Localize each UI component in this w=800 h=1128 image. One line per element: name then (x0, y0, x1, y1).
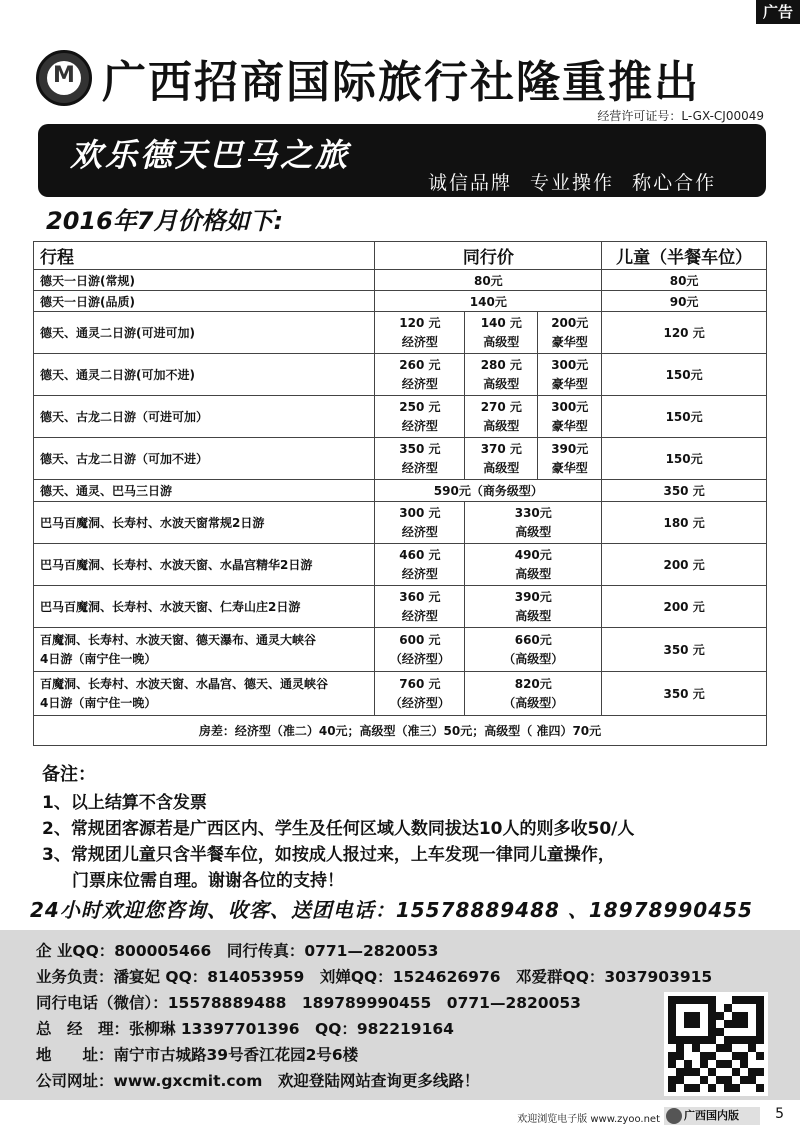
child-price-cell: 80元 (602, 270, 767, 291)
table-row (34, 354, 767, 396)
table-row (34, 312, 767, 354)
child-price-cell: 200 元 (602, 544, 767, 586)
price-cell: 300元 豪华型 (538, 396, 602, 438)
price-table (33, 241, 767, 746)
price-cell: 360 元 经济型 (375, 586, 465, 628)
room-surcharge-note: 房差：经济型（准二）40元；高级型（准三）50元；高级型（ 准四）70元 (34, 716, 767, 746)
price-cell: 760 元 （经济型） (375, 672, 465, 716)
child-price-cell: 90元 (602, 291, 767, 312)
price-cell: 370 元 高级型 (465, 438, 538, 480)
route-header: 行程 (34, 242, 375, 270)
child-price-cell: 150元 (602, 396, 767, 438)
route-cell: 巴马百魔洞、长寿村、水波天窗、仁寿山庄2日游 (34, 586, 375, 628)
bottom-bar (0, 1104, 800, 1128)
route-cell: 百魔洞、长寿村、水波天窗、水晶宫、德天、通灵峡谷 4日游（南宁住一晚） (34, 672, 375, 716)
notes (42, 762, 634, 894)
page-title: 广西招商国际旅行社隆重推出 (102, 57, 700, 108)
child-price-cell: 350 元 (602, 628, 767, 672)
route-cell: 巴马百魔洞、长寿村、水波天窗、水晶宫精华2日游 (34, 544, 375, 586)
price-cell: 490元 高级型 (465, 544, 602, 586)
note-item: 3、常规团儿童只含半餐车位，如按成人报过来，上车发现一律同儿童操作， (42, 845, 615, 865)
route-cell: 德天、通灵二日游(可加不进) (34, 354, 375, 396)
banner (38, 124, 766, 197)
table-footer-row (34, 716, 767, 746)
banner-slogan: 诚信品牌 专业操作 称心合作 (428, 172, 717, 194)
header (30, 44, 775, 106)
price-heading: 2016年7月价格如下: (46, 207, 284, 235)
table-row (34, 672, 767, 716)
edition-badge (664, 1107, 760, 1125)
price-cell: 280 元 高级型 (465, 354, 538, 396)
route-cell: 巴马百魔洞、长寿村、水波天窗常规2日游 (34, 502, 375, 544)
child-price-cell: 150元 (602, 438, 767, 480)
route-cell: 百魔洞、长寿村、水波天窗、德天瀑布、通灵大峡谷 4日游（南宁住一晚） (34, 628, 375, 672)
route-cell: 德天、通灵、巴马三日游 (34, 480, 375, 502)
table-row (34, 396, 767, 438)
badge-icon (666, 1108, 682, 1124)
price-cell: 330元 高级型 (465, 502, 602, 544)
table-row (34, 480, 767, 502)
price-cell: 250 元 经济型 (375, 396, 465, 438)
qr-code-icon (664, 992, 768, 1096)
contact-line: 总 经 理：张柳琳 13397701396 QQ：982219164 (36, 1020, 454, 1038)
child-price-cell: 150元 (602, 354, 767, 396)
child-price-cell: 180 元 (602, 502, 767, 544)
price-cell: 260 元 经济型 (375, 354, 465, 396)
price-cell: 200元 豪华型 (538, 312, 602, 354)
contact-line: 企 业QQ：800005466 同行传真：0771—2820053 (36, 942, 439, 960)
child-price-cell: 350 元 (602, 480, 767, 502)
note-item: 门票床位需自理。谢谢各位的支持！ (72, 871, 344, 891)
table-header-row (34, 242, 767, 270)
route-cell: 德天一日游(常规) (34, 270, 375, 291)
child-price-cell: 120 元 (602, 312, 767, 354)
contact-line: 同行电话（微信）：15578889488 189789990455 0771—2820053 (36, 994, 581, 1012)
price-cell: 460 元 经济型 (375, 544, 465, 586)
child-price-cell: 350 元 (602, 672, 767, 716)
price-cell: 820元 （高级型） (465, 672, 602, 716)
price-cell: 140元 (375, 291, 602, 312)
table-row (34, 438, 767, 480)
route-cell: 德天一日游(品质) (34, 291, 375, 312)
note-item: 1、以上结算不含发票 (42, 793, 207, 813)
table-row (34, 502, 767, 544)
route-cell: 德天、通灵二日游(可进可加) (34, 312, 375, 354)
logo-letter: M (53, 63, 75, 88)
price-cell: 390元 高级型 (465, 586, 602, 628)
route-cell: 德天、古龙二日游（可加不进） (34, 438, 375, 480)
contact-line: 业务负责：潘宴妃 QQ：814053959 刘婵QQ：1524626976 邓爱群QQ：3037903915 (36, 968, 713, 986)
table-row (34, 291, 767, 312)
banner-title: 欢乐德天巴马之旅 (70, 136, 351, 174)
contact-section (0, 930, 800, 1100)
website-link[interactable]: 公司网址：www.gxcmit.com 欢迎登陆网站查询更多线路！ (36, 1072, 480, 1090)
price-cell: 270 元 高级型 (465, 396, 538, 438)
price-cell: 660元 （高级型） (465, 628, 602, 672)
hotline: 24小时欢迎您咨询、收客、送团电话：15578889488 、18978990455 (30, 898, 753, 922)
price-cell: 300元 豪华型 (538, 354, 602, 396)
price-cell: 120 元 经济型 (375, 312, 465, 354)
table-row (34, 628, 767, 672)
edition-label: 广西国内版 (684, 1109, 739, 1122)
company-logo (36, 50, 92, 106)
price-cell: 300 元 经济型 (375, 502, 465, 544)
note-item: 2、常规团客源若是广西区内、学生及任何区域人数同拔达10人的则多收50/人 (42, 819, 635, 839)
peer-price-header: 同行价 (375, 242, 602, 270)
website-note: 欢迎浏览电子版 www.zyoo.net (517, 1114, 660, 1125)
child-price-header: 儿童（半餐车位） (602, 242, 767, 270)
table-row (34, 544, 767, 586)
ad-tag: 广告 (756, 0, 800, 24)
price-cell: 590元（商务级型） (375, 480, 602, 502)
page-number: 5 (775, 1106, 784, 1122)
price-cell: 600 元 （经济型） (375, 628, 465, 672)
table-row (34, 270, 767, 291)
table-row (34, 586, 767, 628)
price-cell: 350 元 经济型 (375, 438, 465, 480)
price-cell: 140 元 高级型 (465, 312, 538, 354)
contact-line: 地 址：南宁市古城路39号香江花园2号6楼 (36, 1046, 359, 1064)
price-cell: 80元 (375, 270, 602, 291)
license-number: 经营许可证号：L-GX-CJ00049 (597, 109, 764, 123)
child-price-cell: 200 元 (602, 586, 767, 628)
price-cell: 390元 豪华型 (538, 438, 602, 480)
notes-title: 备注： (42, 764, 96, 785)
route-cell: 德天、古龙二日游（可进可加） (34, 396, 375, 438)
